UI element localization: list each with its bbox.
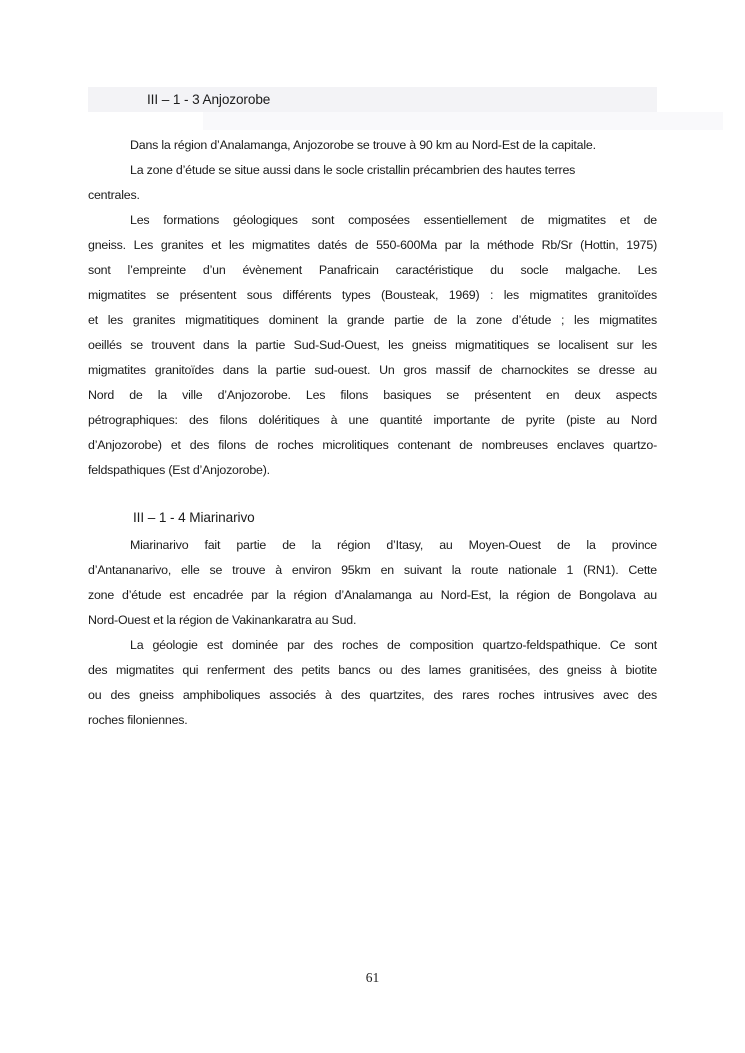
text-line: ou des gneiss amphiboliques associés à des quartzites, des rares roches intrusives avec des: [88, 688, 657, 702]
section-heading-anjozorobe: III – 1 - 3 Anjozorobe: [147, 92, 271, 107]
text-line: Les formations géologiques sont composées essentiellement de migmatites et de: [130, 213, 657, 227]
text-line: Nord de la ville d’Anjozorobe. Les filons basiques se présentent en deux aspects: [88, 388, 657, 402]
text-line: d’Anjozorobe) et des filons de roches microlitiques contenant de nombreuses enclaves quartzo-: [88, 438, 657, 452]
text-line: migmatites se présentent sous différents types (Bousteak, 1969) : les migmatites granitoïdes: [88, 288, 657, 302]
text-line: La zone d’étude se situe aussi dans le socle cristallin précambrien des hautes terres: [130, 163, 576, 177]
text-line: Miarinarivo fait partie de la région d’Itasy, au Moyen-Ouest de la province: [130, 538, 657, 552]
heading-highlight-underband: [203, 112, 723, 130]
text-line: La géologie est dominée par des roches de composition quartzo-feldspathique. Ce sont: [130, 638, 657, 652]
text-line: et les granites migmatitiques dominent la grande partie de la zone d’étude ; les migmatites: [88, 313, 657, 327]
text-line: sont l’empreinte d’un évènement Panafricain caractéristique du socle malgache. Les: [88, 263, 657, 277]
text-line: Dans la région d’Analamanga, Anjozorobe se trouve à 90 km au Nord-Est de la capitale.: [130, 138, 596, 152]
section-heading-miarinarivo: III – 1 - 4 Miarinarivo: [133, 510, 255, 525]
text-line: roches filoniennes.: [88, 713, 188, 727]
text-line: oeillés se trouvent dans la partie Sud-Sud-Ouest, les gneiss migmatitiques se localisent sur les: [88, 338, 657, 352]
text-line: des migmatites qui renferment des petits bancs ou des lames granitisées, des gneiss à biotite: [88, 663, 657, 677]
text-line: gneiss. Les granites et les migmatites datés de 550-600Ma par la méthode Rb/Sr (Hottin, 1975): [88, 238, 657, 252]
text-line: migmatites granitoïdes dans la partie sud-ouest. Un gros massif de charnockites se dresse au: [88, 363, 657, 377]
section-body-anjozorobe: [88, 133, 657, 483]
text-line: Nord-Ouest et la région de Vakinankaratra au Sud.: [88, 613, 357, 627]
text-line: feldspathiques (Est d’Anjozorobe).: [88, 463, 270, 477]
section-body-miarinarivo: [88, 533, 657, 733]
page-number: 61: [365, 970, 380, 985]
text-line: d’Antananarivo, elle se trouve à environ 95km en suivant la route nationale 1 (RN1). Cette: [88, 563, 657, 577]
text-line: centrales.: [88, 188, 140, 202]
text-line: zone d’étude est encadrée par la région d’Analamanga au Nord-Est, la région de Bongolava au: [88, 588, 657, 602]
text-line: pétrographiques: des filons doléritiques à une quantité importante de pyrite (piste au Nord: [88, 413, 657, 427]
